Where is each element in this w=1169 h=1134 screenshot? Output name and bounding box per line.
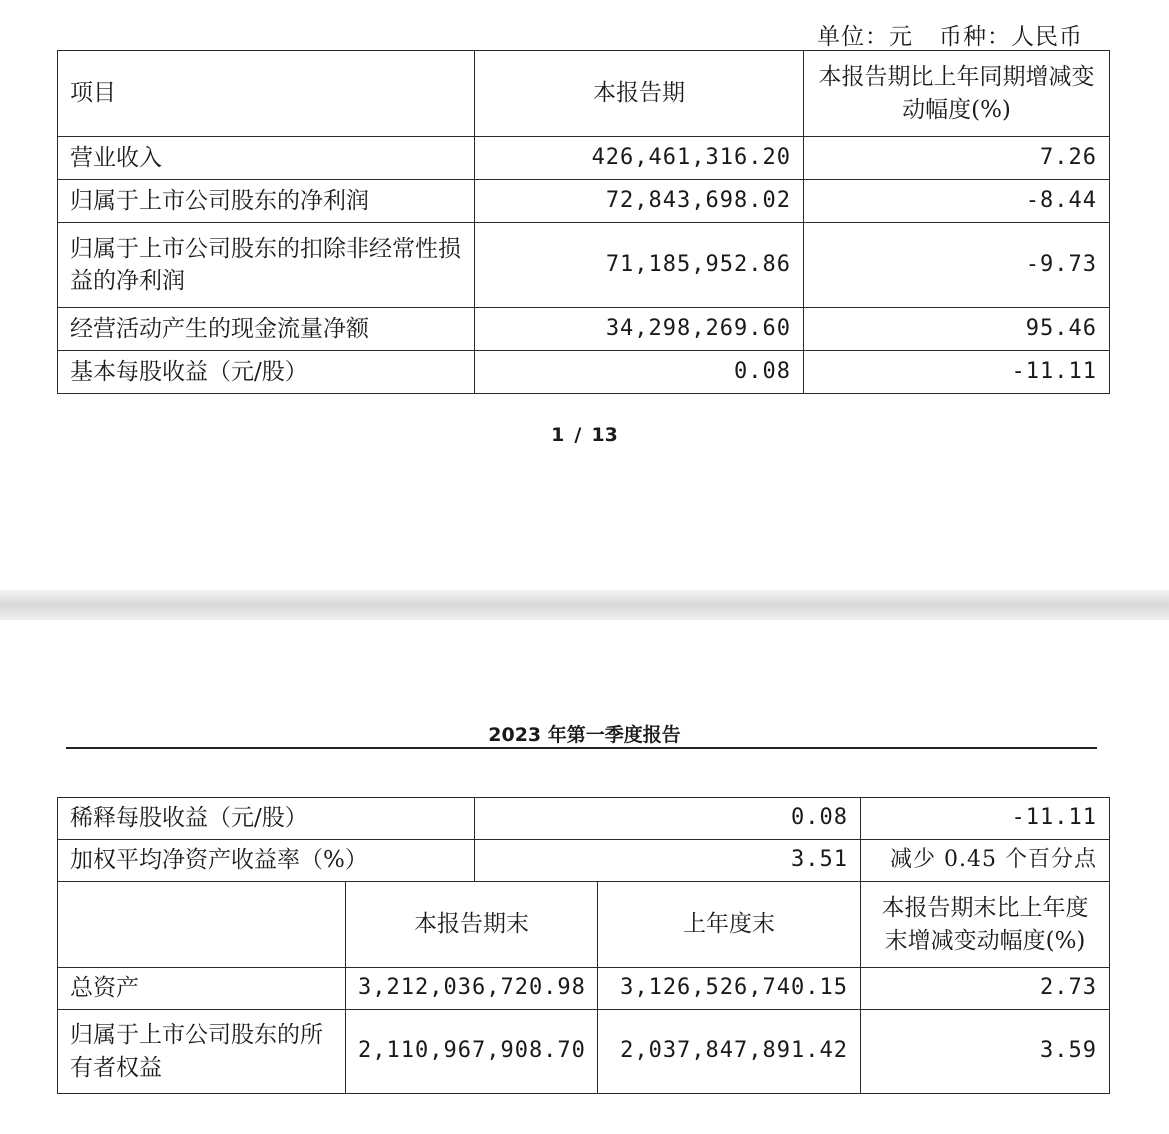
header-prior-year-end: 上年度末	[598, 882, 861, 968]
table-row	[58, 180, 1110, 223]
row-prior-year-end: 2,037,847,891.42	[598, 1010, 861, 1094]
header-period-end: 本报告期末	[346, 882, 598, 968]
row-period-end: 3,212,036,720.98	[346, 968, 598, 1010]
row-change: -11.11	[861, 798, 1110, 840]
header-item-blank	[58, 882, 346, 968]
page-number-current: 1	[551, 424, 565, 446]
table-row	[58, 223, 1110, 308]
row-item: 总资产	[58, 968, 346, 1010]
row-change: 95.46	[804, 308, 1110, 351]
unit-label: 单位：元	[817, 24, 913, 50]
row-prior-year-end: 3,126,526,740.15	[598, 968, 861, 1010]
table-row	[58, 137, 1110, 180]
row-change: -8.44	[804, 180, 1110, 223]
row-change: -11.11	[804, 351, 1110, 394]
row-current: 0.08	[475, 798, 861, 840]
table-row	[58, 798, 1110, 840]
header-item: 项目	[58, 51, 475, 137]
row-current: 34,298,269.60	[475, 308, 804, 351]
row-change: 3.59	[861, 1010, 1110, 1094]
row-change: 减少 0.45 个百分点	[861, 840, 1110, 882]
row-item: 基本每股收益（元/股）	[58, 351, 475, 394]
report-header-title: 2023 年第一季度报告	[488, 724, 681, 746]
page-number	[0, 424, 1169, 446]
financial-data-table	[57, 50, 1110, 394]
unit-currency-line	[817, 18, 1083, 51]
row-current: 0.08	[475, 351, 804, 394]
row-change: 7.26	[804, 137, 1110, 180]
header-rule	[66, 747, 1097, 749]
page-number-total: 13	[591, 424, 618, 446]
table-row	[58, 1010, 1110, 1094]
row-period-end: 2,110,967,908.70	[346, 1010, 598, 1094]
row-item: 加权平均净资产收益率（%）	[58, 840, 475, 882]
table-header-row	[58, 882, 1110, 968]
row-item: 归属于上市公司股东的净利润	[58, 180, 475, 223]
table-header-row	[58, 51, 1110, 137]
row-item: 稀释每股收益（元/股）	[58, 798, 475, 840]
row-change: -9.73	[804, 223, 1110, 308]
header-change: 本报告期末比上年度末增减变动幅度(%)	[861, 882, 1110, 968]
table-row	[58, 840, 1110, 882]
row-current: 72,843,698.02	[475, 180, 804, 223]
document-page-2	[0, 620, 1169, 1134]
table-row	[58, 968, 1110, 1010]
header-yoy-change: 本报告期比上年同期增减变动幅度(%)	[804, 51, 1110, 137]
row-item: 归属于上市公司股东的所有者权益	[58, 1010, 346, 1094]
row-current: 71,185,952.86	[475, 223, 804, 308]
page-number-separator: /	[574, 424, 582, 446]
table-row	[58, 351, 1110, 394]
page-gap-divider	[0, 590, 1169, 620]
row-item: 归属于上市公司股东的扣除非经常性损益的净利润	[58, 223, 475, 308]
row-current: 426,461,316.20	[475, 137, 804, 180]
financial-data-table-continued	[57, 797, 1110, 1094]
currency-label: 币种：人民币	[939, 24, 1083, 50]
row-change: 2.73	[861, 968, 1110, 1010]
row-item: 经营活动产生的现金流量净额	[58, 308, 475, 351]
header-current-period: 本报告期	[475, 51, 804, 137]
table-row	[58, 308, 1110, 351]
row-item: 营业收入	[58, 137, 475, 180]
row-current: 3.51	[475, 840, 861, 882]
